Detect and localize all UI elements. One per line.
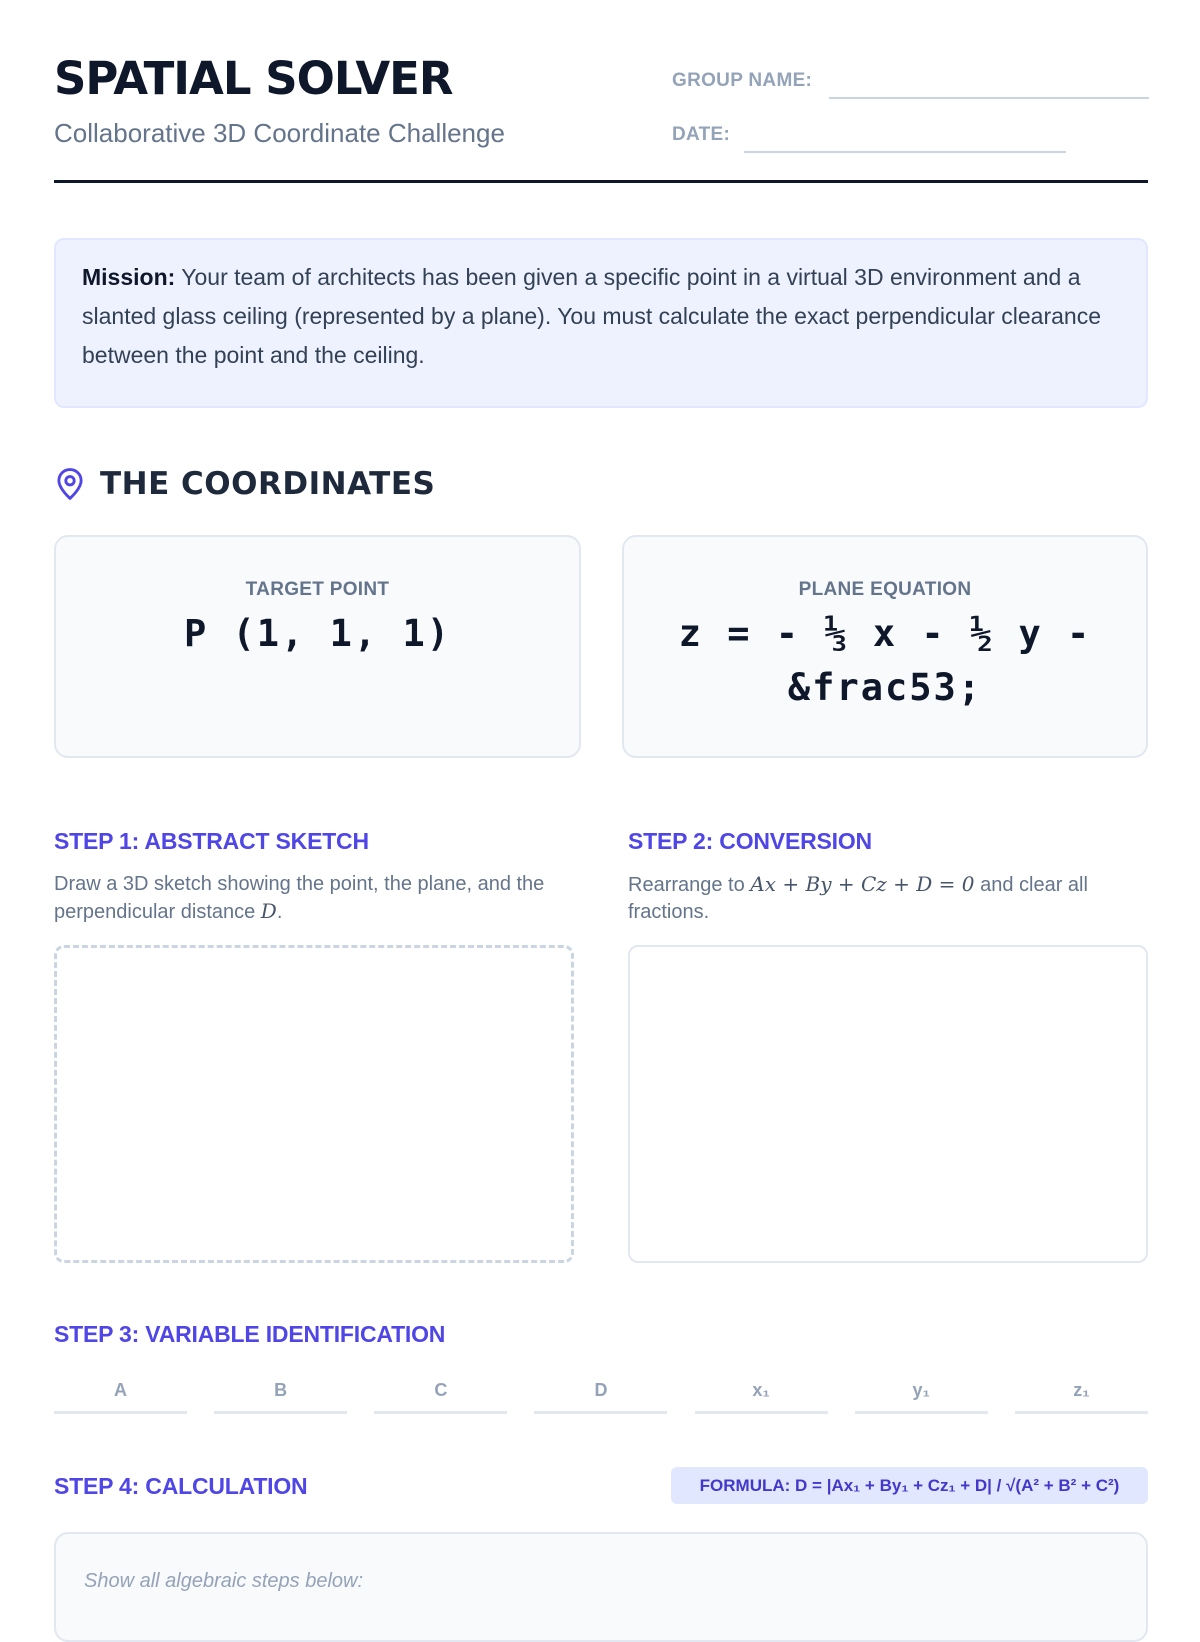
conversion-work-area[interactable] — [628, 945, 1148, 1263]
step2-desc-prefix: Rearrange to — [628, 874, 751, 896]
header-divider — [54, 180, 1148, 183]
target-point-card — [54, 535, 581, 758]
step4-title: STEP 4: CALCULATION — [54, 1473, 308, 1499]
group-name-field[interactable] — [829, 97, 1149, 99]
plane-equation-line-1: z = - ⅓ x - ½ y - — [678, 612, 1092, 655]
date-field[interactable] — [744, 151, 1066, 153]
mission-text: Your team of architects has been given a specific point in a virtual 3D environment and a slanted glass ceiling (represented by a plane). You must calculate the exact perpendicular clearance between the point and the ceiling. — [82, 264, 1102, 368]
page-title: SPATIAL SOLVER — [54, 52, 453, 105]
step2-title: STEP 2: CONVERSION — [628, 828, 872, 854]
mission-box — [54, 238, 1148, 408]
variable-field-b[interactable]: B — [214, 1374, 347, 1414]
variable-field-x1[interactable]: x₁ — [695, 1374, 828, 1414]
target-point-label: TARGET POINT — [245, 579, 390, 600]
step1-desc-suffix: . — [276, 901, 283, 923]
step1-desc-prefix: Draw a 3D sketch showing the point, the plane, and the perpendicular distance — [54, 873, 545, 923]
plane-equation-value — [624, 607, 1146, 715]
map-pin-icon — [54, 467, 86, 501]
step2-desc-equation: Ax + By + Cz + D = 0 — [750, 872, 975, 896]
formula-badge: FORMULA: D = |Ax₁ + By₁ + Cz₁ + D| / √(A² + B² + C²) — [671, 1467, 1148, 1504]
step1-description — [54, 871, 574, 926]
step1-desc-variable: D — [260, 899, 277, 923]
calculation-work-area[interactable] — [54, 1532, 1148, 1642]
coordinates-heading: THE COORDINATES — [100, 466, 436, 502]
plane-equation-line-2: &frac53; — [787, 666, 983, 709]
variable-field-a[interactable]: A — [54, 1374, 187, 1414]
page-subtitle: Collaborative 3D Coordinate Challenge — [54, 118, 505, 148]
variable-field-c[interactable]: C — [374, 1374, 507, 1414]
variable-field-z1[interactable]: z₁ — [1015, 1374, 1148, 1414]
step3-title: STEP 3: VARIABLE IDENTIFICATION — [54, 1321, 446, 1347]
plane-equation-card — [622, 535, 1148, 758]
variable-row — [54, 1374, 1148, 1414]
date-label: DATE: — [672, 124, 731, 145]
variable-field-y1[interactable]: y₁ — [855, 1374, 988, 1414]
plane-equation-label: PLANE EQUATION — [798, 579, 972, 600]
step2-description — [628, 871, 1148, 926]
target-point-value: P (1, 1, 1) — [183, 612, 452, 655]
step1-title: STEP 1: ABSTRACT SKETCH — [54, 828, 369, 854]
step2-desc-suffix: and clear all fractions. — [628, 874, 1088, 923]
calculation-prompt: Show all algebraic steps below: — [84, 1570, 364, 1592]
group-name-label: GROUP NAME: — [672, 70, 813, 91]
mission-label: Mission: — [82, 264, 176, 290]
variable-field-d[interactable]: D — [534, 1374, 667, 1414]
sketch-area[interactable] — [54, 945, 574, 1263]
